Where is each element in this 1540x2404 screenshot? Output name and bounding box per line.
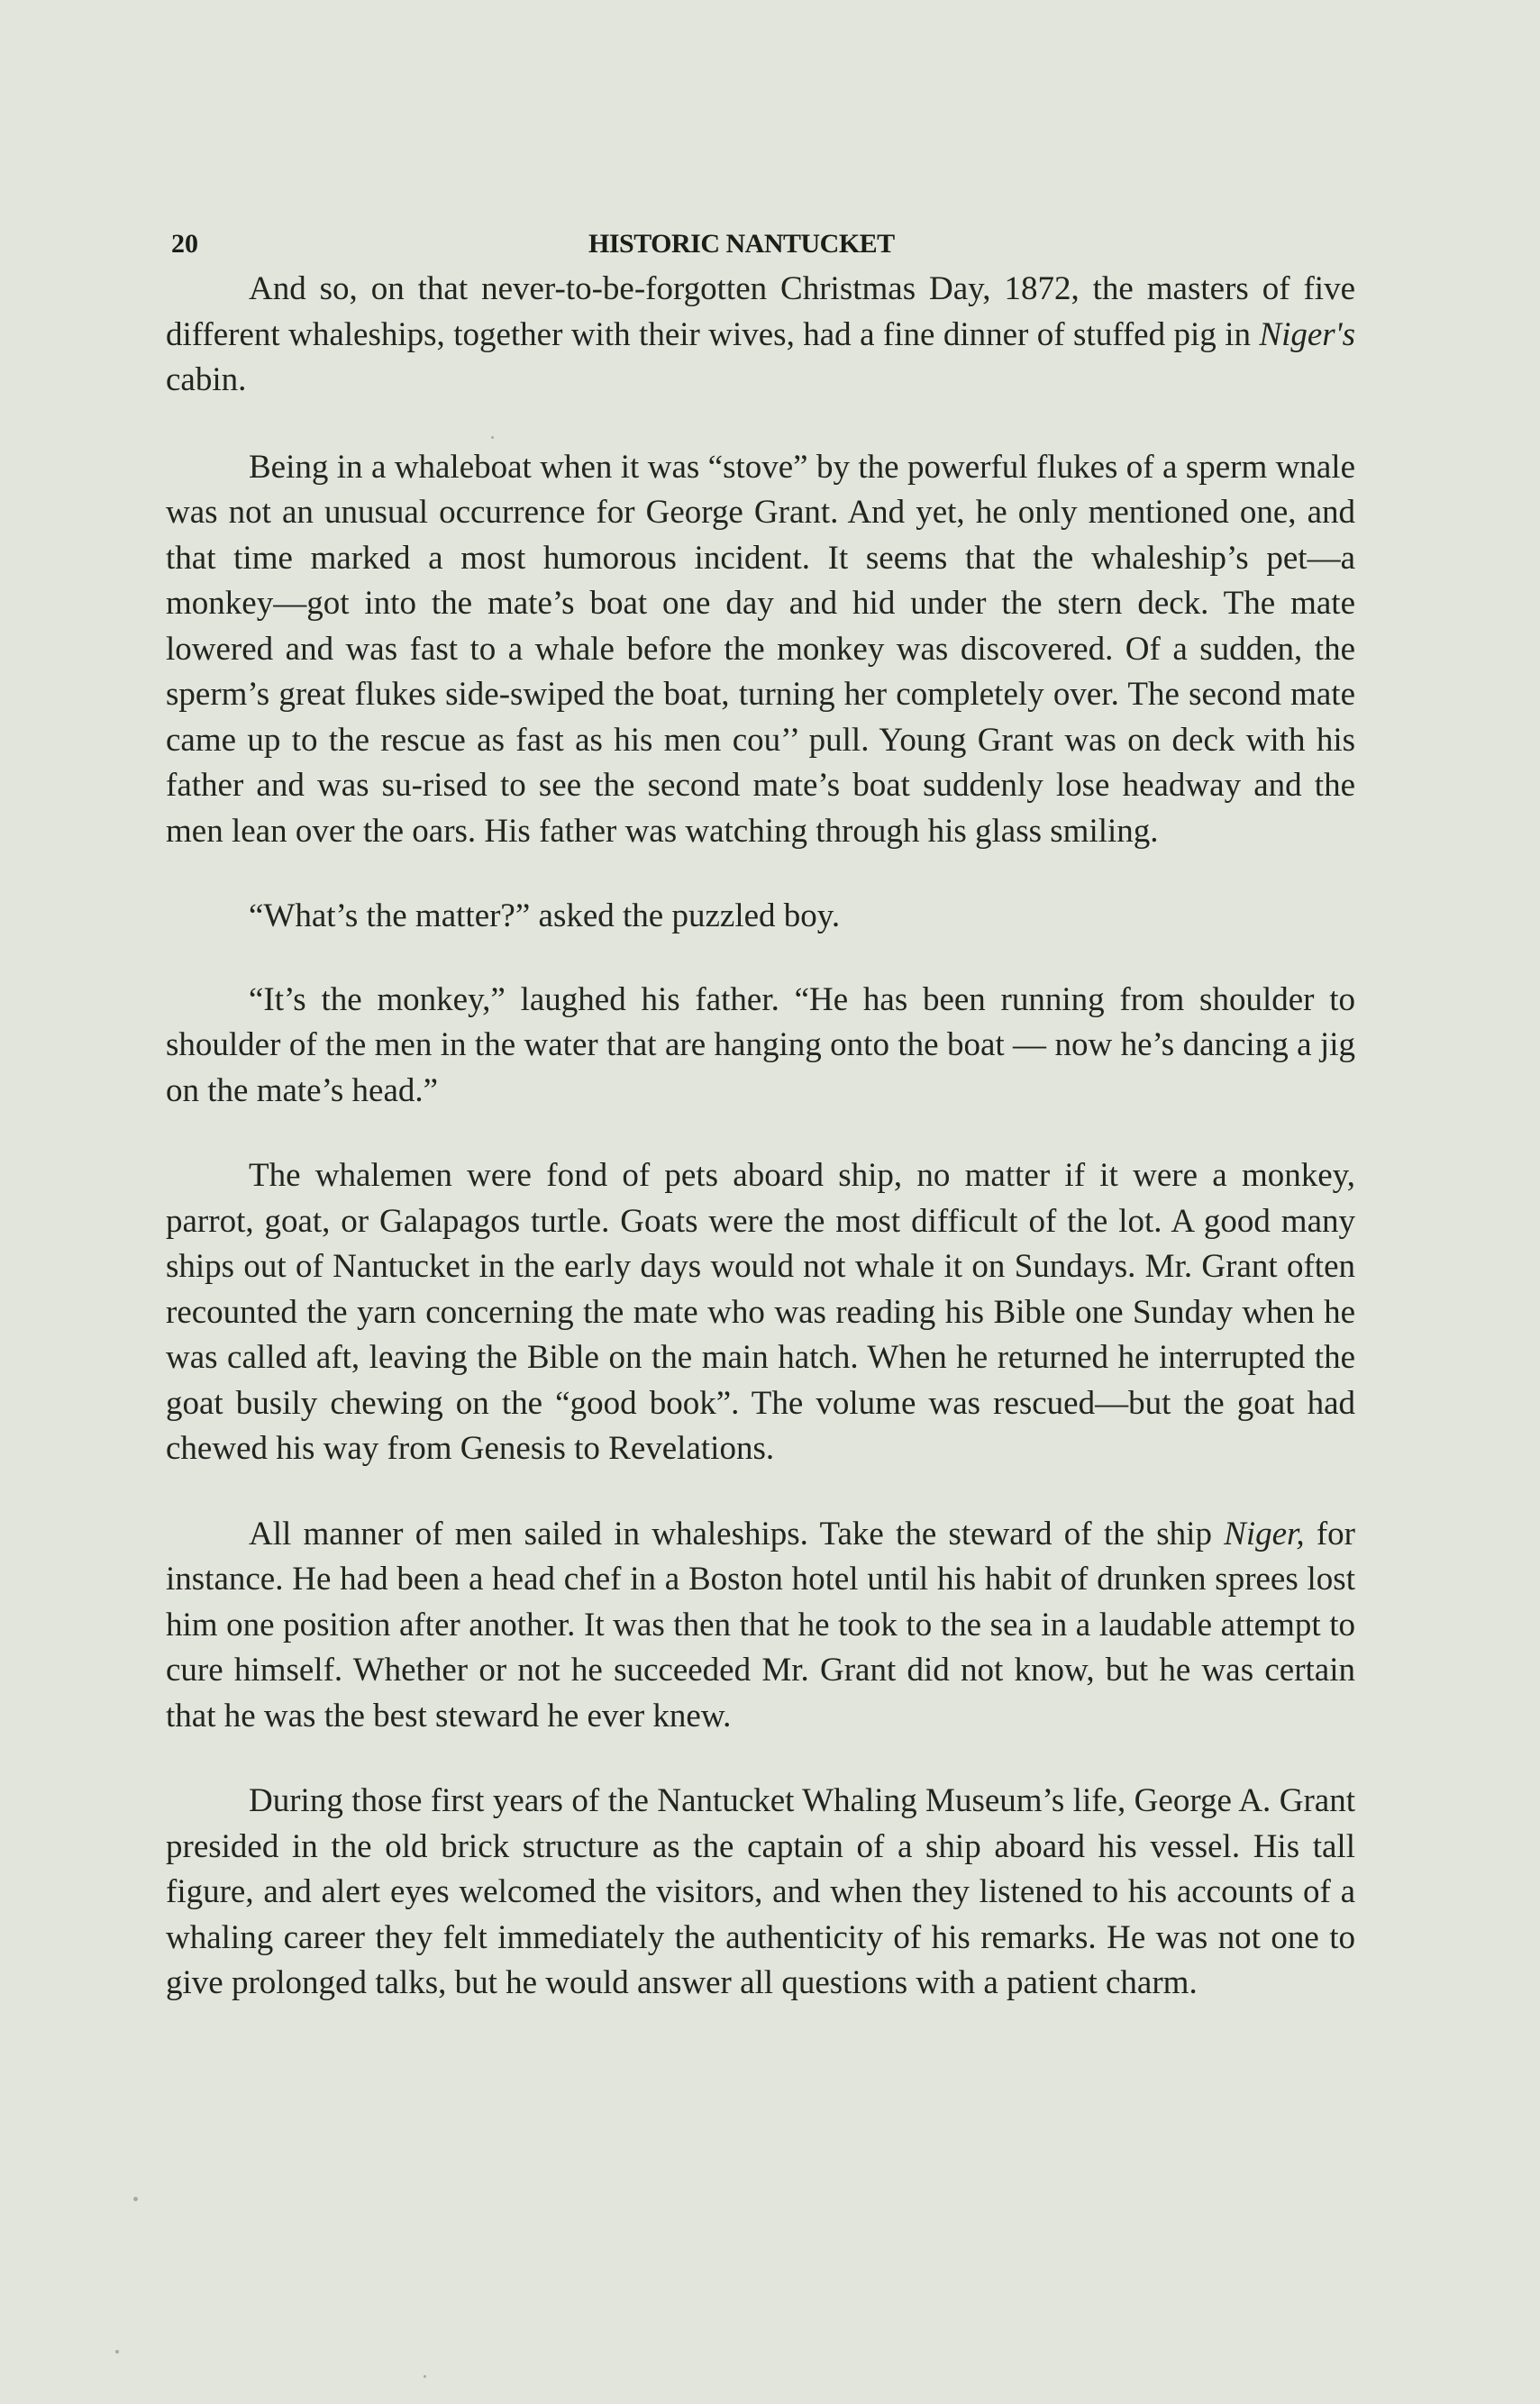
page-number: 20 [171, 229, 198, 259]
running-header [171, 229, 1356, 269]
paragraph-monkey-answer: “It’s the monkey,” laughed his father. “He has been running from shoulder to shoulder of the men in the water that are hanging onto the boat — now he’s dancing a jig on the mate’s head.” [166, 980, 1355, 1109]
ship-name-italic: Niger, [1224, 1515, 1305, 1553]
paragraph-pets-aboard: The whalemen were fond of pets aboard ship, no matter if it were a monkey, parrot, goat, or Galapagos turtle. Goats were the most difficult of the lot. A good many ships out of Nantucket in the early days would not whale it on Sundays. Mr. Grant often recounted the yarn concerning the mate who was reading his Bible one Sunday when he was called aft, leaving the Bible on the main hatch. When he returned he interrupted the goat busily chewing on the “good book”. The volume was rescued—but the goat had chewed his way from Genesis to Revelations. [166, 1157, 1355, 1467]
paragraph-christmas-dinner: And so, on that never-to-be-forgotten Christmas Day, 1872, the masters of five different whaleships, together with their wives, had a fine dinner of stuffed pig in Niger's cabin. [166, 270, 1355, 398]
journal-title: HISTORIC NANTUCKET [588, 229, 895, 259]
paragraph-stove-whaleboat: Being in a whaleboat when it was “stove” by the powerful flukes of a sperm wnale was not an unusual occurrence for George Grant. And yet, he only mentioned one, and that time marked a most humorous incident. It seems that the whaleship’s pet—a monkey—got into the mate’s boat one day and hid under the stern deck. The mate lowered and was fast to a whale before the monkey was discovered. Of a sudden, the sperm’s great flukes side-swiped the boat, turning her completely over. The second mate came up to the rescue as fast as his men cou’’ pull. Young Grant was on deck with his father and was su-rised to see the second mate’s boat suddenly lose headway and the men lean over the oars. His father was watching through his glass smiling. [166, 448, 1355, 850]
paper-speck [491, 436, 494, 439]
paper-speck [424, 2375, 426, 2378]
paragraph-boy-question: “What’s the matter?” asked the puzzled boy. [249, 897, 841, 934]
paragraph-museum-years: During those first years of the Nantucket Whaling Museum’s life, George A. Grant presided in the old brick structure as the captain of a ship aboard his vessel. His tall figure, and alert eyes welcomed the visitors, and when they listened to his accounts of a whaling career they felt immediately the authenticity of his remarks. He was not one to give prolonged talks, but he would answer all questions with a patient charm. [166, 1782, 1355, 2001]
paragraph-steward: All manner of men sailed in whaleships. Take the steward of the ship Niger, for instance. He had been a head chef in a Boston hotel until his habit of drunken sprees lost him one position after another. It was then that he took to the sea in a laudable attempt to cure himself. Whether or not he succeeded Mr. Grant did not know, but he was certain that he was the best steward he ever knew. [166, 1515, 1355, 1735]
paper-speck [115, 2350, 119, 2354]
ship-name-italic: Niger's [1259, 315, 1355, 353]
paper-speck [133, 2197, 138, 2201]
article-body [166, 267, 1355, 2007]
